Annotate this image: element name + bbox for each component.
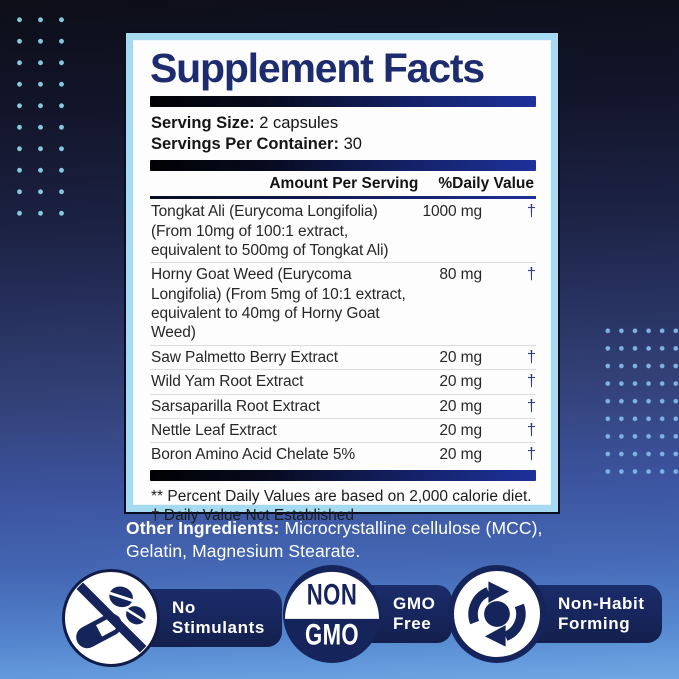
non-gmo-icon (283, 565, 381, 663)
table-row (150, 442, 536, 466)
ingredient-name: Horny Goat Weed (Eurycoma Longifolia) (From 5mg of 10:1 extract, equivalent to 40mg of Horny Goat Weed) (151, 266, 406, 342)
daily-value-dagger: † (526, 396, 536, 415)
amount-per-serving-header: Amount Per Serving (269, 175, 419, 193)
daily-value-dagger: † (526, 445, 536, 464)
table-row (150, 200, 536, 262)
ingredient-name: Saw Palmetto Berry Extract (151, 348, 338, 366)
badge-non-habit-forming (448, 565, 662, 663)
ingredient-amount: 20 mg (439, 397, 482, 415)
table-header (150, 171, 536, 196)
panel-title: Supplement Facts (150, 45, 484, 91)
footnote-line-1: ** Percent Daily Values are based on 2,000 calorie diet. (151, 487, 532, 505)
daily-value-dagger: † (526, 265, 536, 284)
ingredient-amount: 80 mg (439, 266, 482, 284)
divider-bar (150, 470, 536, 481)
dot-grid-decoration-left (4, 4, 70, 226)
other-ingredients-value: Microcrystalline cellulose (MCC), Gelatin, Magnesium Stearate. (126, 518, 543, 561)
ingredient-amount: 20 mg (439, 446, 482, 464)
ingredient-name: Boron Amino Acid Chelate 5% (151, 446, 356, 464)
badge-label-line-2: Forming (558, 614, 631, 633)
table-row (150, 394, 536, 418)
ingredient-table (150, 200, 536, 467)
ingredient-name: Nettle Leaf Extract (151, 421, 277, 439)
servings-value: 30 (338, 135, 362, 154)
badge-non-gmo (283, 565, 452, 663)
footnote-line-2: † Daily Value Not Established (151, 507, 355, 524)
serving-size-row (151, 113, 536, 134)
daily-value-dagger: † (526, 372, 536, 391)
ingredient-amount: 20 mg (439, 373, 482, 391)
serving-size-label: Serving Size: (151, 113, 255, 132)
badge-label-line-1: GMO (393, 593, 436, 613)
cycle-arrows-icon (448, 565, 546, 663)
dot-grid-decoration-right (597, 318, 679, 478)
other-ingredients-label: Other Ingredients: (126, 518, 280, 538)
no-stimulants-icon (62, 569, 160, 667)
ingredient-name: Wild Yam Root Extract (151, 373, 304, 391)
supplement-facts-panel (126, 33, 558, 524)
table-row (150, 345, 536, 369)
divider-bar (150, 160, 536, 171)
ingredient-amount: 20 mg (439, 421, 482, 439)
ingredient-name: Sarsaparilla Root Extract (151, 397, 320, 415)
table-row (150, 369, 536, 393)
daily-value-dagger: † (526, 202, 536, 221)
header-underline (150, 196, 536, 199)
non-gmo-top-text: NON (306, 578, 358, 612)
badge-label-line-2: Free (393, 614, 432, 633)
other-ingredients (126, 517, 568, 563)
badge-label-line-1: No (172, 597, 196, 617)
servings-per-container-row (151, 134, 536, 155)
divider-bar (150, 96, 536, 107)
serving-size-value: 2 capsules (254, 113, 339, 132)
daily-value-dagger: † (526, 420, 536, 439)
non-gmo-bottom-text: GMO (304, 618, 360, 652)
table-row (150, 262, 536, 345)
ingredient-name: Tongkat Ali (Eurycoma Longifolia) (From 10mg of 100:1 extract, equivalent to 500mg of Tongkat Ali) (151, 203, 389, 259)
badge-label-line-1: Non-Habit (558, 593, 645, 613)
ingredient-amount: 1000 mg (422, 203, 483, 221)
serving-info (151, 113, 536, 155)
badge-no-stimulants (62, 569, 282, 667)
servings-label: Servings Per Container: (151, 135, 339, 154)
badge-label-line-2: Stimulants (172, 618, 265, 637)
daily-value-header: %Daily Value (438, 175, 534, 193)
table-row (150, 418, 536, 442)
daily-value-dagger: † (526, 347, 536, 366)
ingredient-amount: 20 mg (439, 348, 482, 366)
